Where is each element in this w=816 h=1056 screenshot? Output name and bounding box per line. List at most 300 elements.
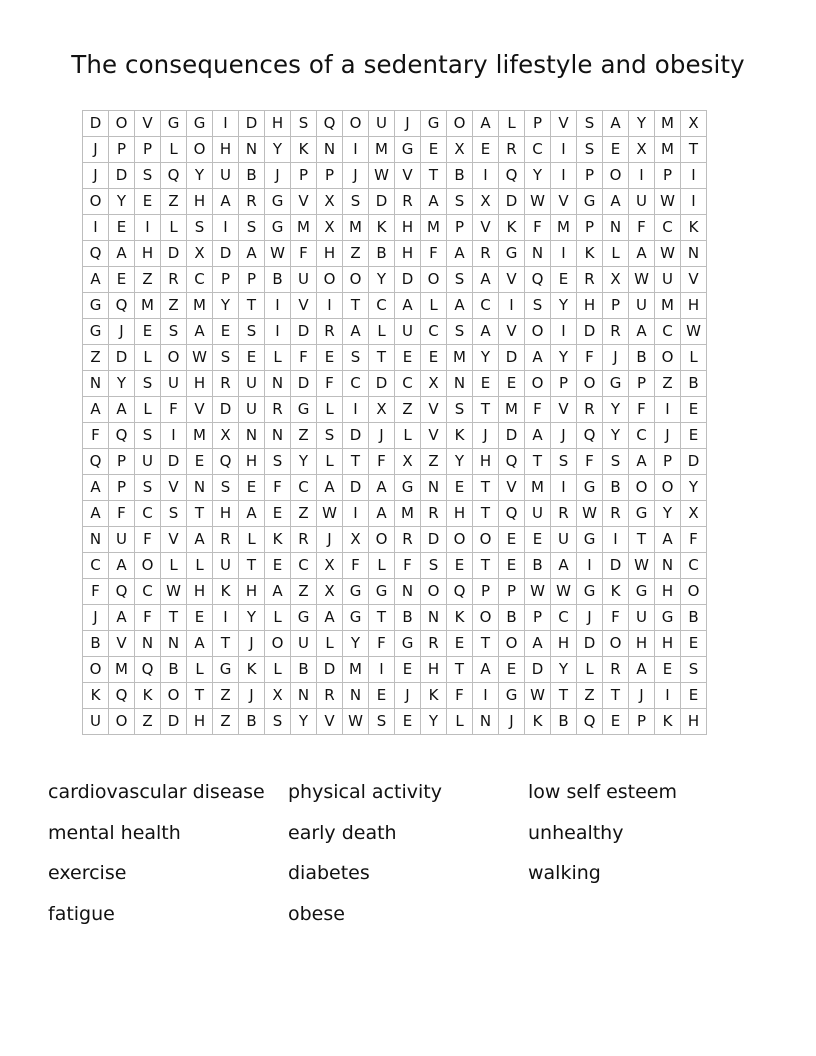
grid-cell: T: [187, 501, 213, 527]
grid-cell: E: [681, 683, 707, 709]
grid-cell: V: [499, 267, 525, 293]
grid-cell: O: [525, 319, 551, 345]
grid-cell: A: [187, 527, 213, 553]
grid-cell: A: [239, 501, 265, 527]
grid-cell: N: [317, 137, 343, 163]
grid-cell: G: [655, 605, 681, 631]
grid-cell: G: [629, 579, 655, 605]
grid-cell: E: [421, 345, 447, 371]
word-list-item: physical activity: [288, 781, 442, 803]
grid-cell: E: [681, 631, 707, 657]
grid-cell: J: [629, 683, 655, 709]
grid-cell: K: [447, 423, 473, 449]
grid-cell: G: [577, 475, 603, 501]
grid-cell: A: [629, 657, 655, 683]
grid-cell: O: [83, 189, 109, 215]
word-list: [48, 778, 768, 940]
grid-cell: M: [551, 215, 577, 241]
grid-cell: G: [421, 111, 447, 137]
grid-cell: Q: [109, 683, 135, 709]
grid-cell: N: [447, 371, 473, 397]
grid-cell: V: [291, 293, 317, 319]
grid-row: [83, 345, 707, 371]
grid-cell: I: [681, 189, 707, 215]
grid-cell: H: [395, 241, 421, 267]
grid-cell: G: [499, 241, 525, 267]
grid-cell: G: [395, 631, 421, 657]
grid-cell: H: [577, 293, 603, 319]
grid-cell: V: [551, 397, 577, 423]
grid-cell: D: [161, 449, 187, 475]
grid-cell: H: [239, 579, 265, 605]
grid-cell: N: [265, 371, 291, 397]
grid-cell: L: [265, 605, 291, 631]
grid-cell: F: [447, 683, 473, 709]
grid-cell: F: [343, 553, 369, 579]
grid-cell: R: [603, 501, 629, 527]
grid-cell: C: [629, 423, 655, 449]
grid-cell: I: [551, 163, 577, 189]
grid-cell: Y: [239, 605, 265, 631]
grid-cell: E: [187, 605, 213, 631]
grid-cell: Z: [161, 189, 187, 215]
grid-cell: Y: [551, 657, 577, 683]
grid-cell: O: [681, 579, 707, 605]
grid-cell: H: [317, 241, 343, 267]
grid-cell: E: [499, 553, 525, 579]
grid-cell: D: [681, 449, 707, 475]
word-list-item: cardiovascular disease: [48, 781, 265, 803]
grid-cell: S: [239, 319, 265, 345]
grid-cell: Q: [83, 241, 109, 267]
grid-row: [83, 709, 707, 735]
grid-cell: V: [499, 319, 525, 345]
grid-cell: V: [109, 631, 135, 657]
grid-cell: D: [369, 371, 395, 397]
grid-cell: C: [395, 371, 421, 397]
grid-row: [83, 475, 707, 501]
grid-row: [83, 241, 707, 267]
grid-cell: L: [499, 111, 525, 137]
grid-cell: F: [161, 397, 187, 423]
grid-cell: N: [265, 423, 291, 449]
grid-cell: E: [603, 709, 629, 735]
grid-cell: P: [577, 163, 603, 189]
grid-cell: C: [473, 293, 499, 319]
grid-cell: U: [655, 267, 681, 293]
grid-cell: O: [629, 475, 655, 501]
grid-cell: I: [213, 605, 239, 631]
grid-cell: O: [603, 631, 629, 657]
grid-cell: T: [629, 527, 655, 553]
grid-cell: S: [603, 449, 629, 475]
grid-cell: M: [655, 111, 681, 137]
grid-cell: R: [603, 657, 629, 683]
grid-cell: U: [161, 371, 187, 397]
grid-cell: M: [421, 215, 447, 241]
grid-cell: X: [343, 527, 369, 553]
grid-cell: G: [213, 657, 239, 683]
grid-cell: B: [265, 267, 291, 293]
grid-cell: W: [317, 501, 343, 527]
word-list-item: early death: [288, 821, 397, 844]
grid-cell: V: [161, 475, 187, 501]
grid-cell: A: [629, 319, 655, 345]
grid-cell: W: [343, 709, 369, 735]
grid-cell: V: [291, 189, 317, 215]
grid-cell: W: [265, 241, 291, 267]
grid-cell: H: [187, 371, 213, 397]
grid-cell: U: [109, 527, 135, 553]
grid-cell: S: [343, 345, 369, 371]
grid-cell: R: [577, 397, 603, 423]
grid-cell: A: [187, 319, 213, 345]
grid-cell: Z: [655, 371, 681, 397]
grid-cell: W: [551, 579, 577, 605]
grid-cell: J: [239, 631, 265, 657]
grid-cell: X: [447, 137, 473, 163]
grid-cell: J: [603, 345, 629, 371]
grid-cell: M: [343, 215, 369, 241]
grid-cell: J: [395, 111, 421, 137]
grid-cell: T: [473, 631, 499, 657]
grid-cell: F: [83, 423, 109, 449]
grid-cell: O: [499, 631, 525, 657]
grid-cell: D: [291, 319, 317, 345]
grid-cell: W: [161, 579, 187, 605]
grid-cell: N: [603, 215, 629, 241]
grid-cell: P: [629, 371, 655, 397]
grid-cell: F: [629, 397, 655, 423]
word-list-item: low self esteem: [528, 781, 678, 803]
grid-cell: T: [369, 345, 395, 371]
grid-cell: E: [681, 397, 707, 423]
grid-cell: F: [577, 449, 603, 475]
grid-cell: F: [83, 579, 109, 605]
grid-cell: K: [603, 579, 629, 605]
grid-cell: T: [603, 683, 629, 709]
grid-cell: L: [421, 293, 447, 319]
grid-cell: S: [447, 397, 473, 423]
grid-cell: U: [291, 267, 317, 293]
grid-cell: Y: [603, 397, 629, 423]
grid-cell: W: [577, 501, 603, 527]
grid-cell: C: [681, 553, 707, 579]
grid-cell: I: [551, 241, 577, 267]
grid-cell: Z: [135, 709, 161, 735]
grid-cell: Q: [135, 657, 161, 683]
grid-cell: Y: [525, 163, 551, 189]
grid-cell: O: [603, 163, 629, 189]
grid-cell: F: [525, 215, 551, 241]
grid-cell: L: [135, 397, 161, 423]
grid-cell: L: [161, 137, 187, 163]
grid-cell: F: [577, 345, 603, 371]
grid-cell: D: [239, 111, 265, 137]
grid-cell: U: [395, 319, 421, 345]
grid-cell: F: [603, 605, 629, 631]
grid-cell: A: [109, 553, 135, 579]
grid-cell: S: [681, 657, 707, 683]
grid-cell: H: [447, 501, 473, 527]
grid-cell: F: [265, 475, 291, 501]
grid-cell: D: [109, 345, 135, 371]
grid-cell: Q: [499, 163, 525, 189]
grid-cell: W: [525, 579, 551, 605]
grid-row: [83, 631, 707, 657]
grid-cell: D: [499, 345, 525, 371]
grid-cell: K: [83, 683, 109, 709]
grid-cell: E: [681, 423, 707, 449]
grid-cell: S: [135, 475, 161, 501]
grid-cell: G: [577, 579, 603, 605]
word-list-item: walking: [528, 862, 601, 884]
grid-cell: X: [317, 579, 343, 605]
grid-cell: Z: [135, 267, 161, 293]
grid-cell: P: [109, 449, 135, 475]
grid-cell: U: [213, 163, 239, 189]
grid-cell: X: [317, 189, 343, 215]
grid-cell: N: [161, 631, 187, 657]
grid-cell: Z: [213, 683, 239, 709]
grid-cell: R: [421, 631, 447, 657]
grid-cell: B: [603, 475, 629, 501]
grid-cell: W: [629, 267, 655, 293]
grid-cell: I: [551, 137, 577, 163]
grid-cell: F: [135, 527, 161, 553]
grid-cell: B: [291, 657, 317, 683]
grid-cell: Q: [213, 449, 239, 475]
grid-cell: P: [213, 267, 239, 293]
grid-cell: A: [447, 241, 473, 267]
grid-cell: M: [187, 423, 213, 449]
grid-cell: H: [239, 449, 265, 475]
grid-cell: L: [187, 657, 213, 683]
grid-row: [83, 319, 707, 345]
grid-cell: Y: [473, 345, 499, 371]
grid-cell: A: [629, 241, 655, 267]
grid-cell: E: [447, 631, 473, 657]
grid-cell: P: [109, 475, 135, 501]
grid-cell: L: [317, 631, 343, 657]
grid-cell: X: [187, 241, 213, 267]
grid-cell: X: [603, 267, 629, 293]
grid-cell: E: [499, 657, 525, 683]
grid-cell: D: [213, 241, 239, 267]
grid-cell: S: [369, 709, 395, 735]
grid-cell: D: [525, 657, 551, 683]
grid-cell: V: [681, 267, 707, 293]
grid-cell: N: [135, 631, 161, 657]
grid-cell: V: [551, 111, 577, 137]
grid-cell: A: [109, 397, 135, 423]
grid-cell: X: [265, 683, 291, 709]
grid-cell: P: [239, 267, 265, 293]
grid-cell: E: [213, 319, 239, 345]
grid-cell: B: [629, 345, 655, 371]
grid-cell: Y: [369, 267, 395, 293]
grid-cell: S: [213, 475, 239, 501]
grid-cell: G: [265, 215, 291, 241]
grid-cell: E: [395, 709, 421, 735]
grid-cell: P: [135, 137, 161, 163]
grid-cell: Q: [109, 579, 135, 605]
grid-cell: Q: [109, 423, 135, 449]
grid-cell: E: [265, 501, 291, 527]
grid-cell: T: [681, 137, 707, 163]
grid-cell: Q: [577, 423, 603, 449]
grid-body: [83, 111, 707, 735]
grid-cell: J: [369, 423, 395, 449]
grid-cell: U: [525, 501, 551, 527]
grid-cell: M: [291, 215, 317, 241]
grid-cell: M: [135, 293, 161, 319]
grid-cell: D: [369, 189, 395, 215]
grid-cell: S: [135, 423, 161, 449]
grid-cell: U: [369, 111, 395, 137]
grid-cell: E: [525, 527, 551, 553]
grid-cell: S: [161, 501, 187, 527]
grid-cell: V: [187, 397, 213, 423]
grid-cell: S: [447, 189, 473, 215]
grid-cell: J: [551, 423, 577, 449]
grid-cell: B: [681, 605, 707, 631]
grid-cell: Y: [213, 293, 239, 319]
grid-cell: B: [83, 631, 109, 657]
grid-cell: Z: [577, 683, 603, 709]
grid-cell: F: [109, 501, 135, 527]
grid-row: [83, 657, 707, 683]
grid-cell: O: [109, 709, 135, 735]
grid-cell: H: [187, 189, 213, 215]
grid-cell: H: [187, 579, 213, 605]
grid-cell: O: [317, 267, 343, 293]
grid-cell: L: [395, 423, 421, 449]
grid-cell: E: [135, 189, 161, 215]
grid-cell: I: [473, 163, 499, 189]
grid-cell: E: [369, 683, 395, 709]
grid-cell: R: [161, 267, 187, 293]
grid-cell: G: [369, 579, 395, 605]
grid-cell: C: [291, 475, 317, 501]
grid-cell: K: [447, 605, 473, 631]
grid-cell: J: [577, 605, 603, 631]
grid-cell: Y: [603, 423, 629, 449]
grid-cell: D: [343, 423, 369, 449]
grid-cell: T: [473, 501, 499, 527]
grid-cell: K: [369, 215, 395, 241]
grid-cell: M: [369, 137, 395, 163]
grid-cell: J: [655, 423, 681, 449]
grid-cell: J: [83, 163, 109, 189]
grid-cell: T: [161, 605, 187, 631]
grid-cell: A: [213, 189, 239, 215]
grid-cell: H: [681, 709, 707, 735]
grid-cell: L: [317, 449, 343, 475]
grid-cell: I: [343, 397, 369, 423]
grid-cell: G: [395, 137, 421, 163]
grid-cell: D: [343, 475, 369, 501]
grid-cell: Y: [681, 475, 707, 501]
grid-cell: N: [655, 553, 681, 579]
grid-cell: Z: [83, 345, 109, 371]
grid-cell: Z: [161, 293, 187, 319]
grid-cell: Q: [447, 579, 473, 605]
grid-row: [83, 137, 707, 163]
grid-cell: O: [265, 631, 291, 657]
grid-cell: A: [603, 111, 629, 137]
grid-cell: C: [655, 215, 681, 241]
grid-cell: B: [551, 709, 577, 735]
grid-cell: Y: [291, 449, 317, 475]
grid-cell: L: [317, 397, 343, 423]
grid-cell: E: [135, 319, 161, 345]
grid-row: [83, 189, 707, 215]
grid-cell: Q: [499, 449, 525, 475]
grid-cell: I: [551, 475, 577, 501]
grid-row: [83, 397, 707, 423]
grid-cell: X: [681, 501, 707, 527]
grid-cell: P: [291, 163, 317, 189]
grid-cell: D: [83, 111, 109, 137]
grid-cell: S: [265, 449, 291, 475]
grid-cell: A: [421, 189, 447, 215]
grid-cell: X: [681, 111, 707, 137]
grid-cell: F: [291, 345, 317, 371]
grid-cell: B: [239, 709, 265, 735]
grid-cell: N: [343, 683, 369, 709]
grid-cell: E: [447, 475, 473, 501]
grid-cell: Y: [421, 709, 447, 735]
grid-cell: H: [135, 241, 161, 267]
grid-cell: Y: [291, 709, 317, 735]
grid-cell: A: [447, 293, 473, 319]
grid-cell: B: [161, 657, 187, 683]
grid-cell: E: [265, 553, 291, 579]
grid-cell: J: [239, 683, 265, 709]
grid-cell: Y: [187, 163, 213, 189]
grid-cell: S: [551, 449, 577, 475]
grid-cell: I: [499, 293, 525, 319]
grid-cell: R: [213, 371, 239, 397]
grid-cell: I: [343, 501, 369, 527]
grid-cell: O: [421, 579, 447, 605]
grid-cell: T: [239, 293, 265, 319]
grid-cell: E: [655, 657, 681, 683]
grid-cell: U: [551, 527, 577, 553]
grid-cell: I: [317, 293, 343, 319]
grid-cell: G: [577, 189, 603, 215]
grid-cell: V: [395, 163, 421, 189]
grid-cell: O: [421, 267, 447, 293]
grid-cell: A: [395, 293, 421, 319]
grid-cell: A: [525, 345, 551, 371]
grid-row: [83, 293, 707, 319]
grid-cell: R: [239, 189, 265, 215]
grid-cell: A: [343, 319, 369, 345]
grid-cell: A: [109, 605, 135, 631]
grid-cell: S: [135, 371, 161, 397]
grid-cell: G: [629, 501, 655, 527]
page-title: The consequences of a sedentary lifestyle and obesity: [71, 50, 745, 79]
grid-row: [83, 215, 707, 241]
grid-cell: W: [369, 163, 395, 189]
grid-row: [83, 605, 707, 631]
grid-row: [83, 111, 707, 137]
grid-cell: J: [317, 527, 343, 553]
grid-cell: N: [239, 137, 265, 163]
grid-cell: N: [525, 241, 551, 267]
